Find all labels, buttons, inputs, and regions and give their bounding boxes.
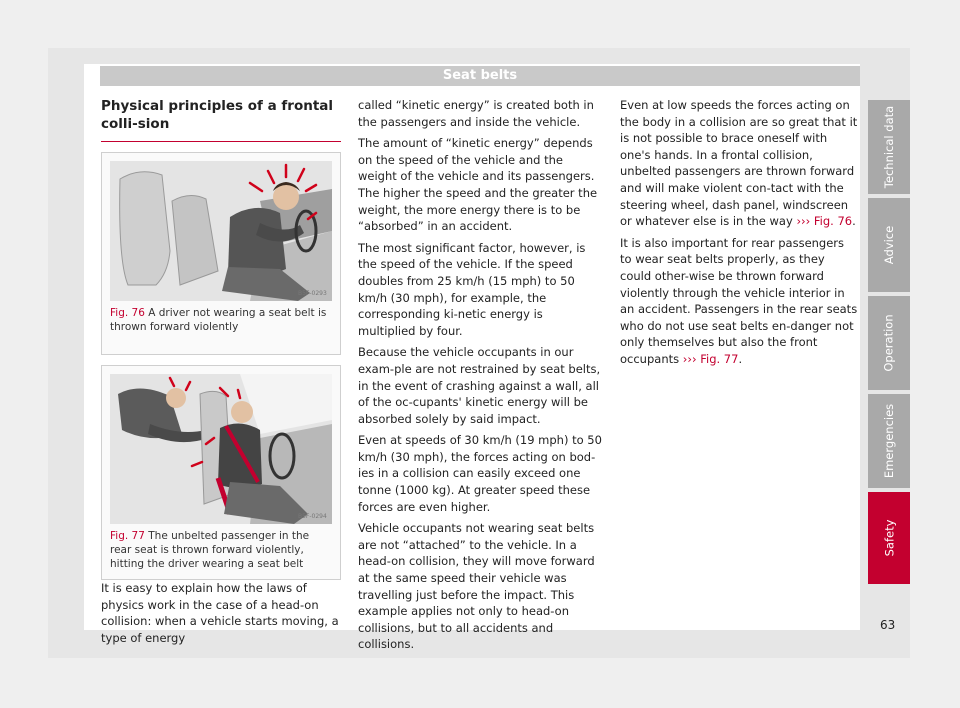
paragraph: called “kinetic energy” is created both in the passengers and inside the vehicle. — [358, 98, 594, 129]
paragraph: It is also important for rear passengers to wear seat belts properly, as they could other-wise be thrown forward violently through the vehicle interior in an accident. Passengers in the rear seats who do not use seat belts en-danger not only themselves but also the front occupants ››› Fig. 77. — [620, 235, 858, 366]
figure-77-illustration — [110, 374, 332, 524]
paragraph: Even at speeds of 30 km/h (19 mph) to 50 km/h (30 mph), the forces acting on bod-ies in a collision can easily exceed one tonne (1000 kg). At greater speed these forces are even higher. — [358, 433, 602, 514]
section-title: Physical principles of a frontal colli-sion — [101, 97, 341, 142]
figure-77-caption-text: The unbelted passenger in the rear seat is thrown forward violently, hitting the driver wearing a seat belt — [110, 530, 310, 570]
figure-76-code: B5F-0293 — [298, 290, 327, 297]
tab-emergencies[interactable]: Emergencies — [868, 394, 910, 488]
chapter-header: Seat belts — [100, 66, 860, 86]
figure-77 — [101, 365, 341, 580]
paragraph: The most significant factor, however, is the speed of the vehicle. If the speed doubles from 25 km/h (15 mph) to 50 km/h (30 mph), for example, the corresponding ki-netic energy is multiplied by four. — [358, 240, 586, 338]
intro-paragraph: It is easy to explain how the laws of physics work in the case of a head-on collision: when a vehicle starts moving, a type of energy — [101, 581, 339, 645]
tab-technical-data[interactable]: Technical data — [868, 100, 910, 194]
paragraph: Because the vehicle occupants in our exam-ple are not restrained by seat belts, in the event of crashing against a wall, all of the oc-cupants' kinetic energy will be absorbed solely by said impact. — [358, 345, 601, 426]
paragraph: The amount of “kinetic energy” depends on the speed of the vehicle and the weight of the vehicle and its passengers. The higher the speed and the greater the weight, the more energy there is to be “absorbed” in an accident. — [358, 136, 598, 234]
figure-77-caption — [110, 529, 332, 571]
figure-76-illustration — [110, 161, 332, 301]
figure-76-link[interactable]: ››› Fig. 76 — [796, 214, 853, 229]
page-number: 63 — [880, 618, 896, 632]
figure-76-caption-text: A driver not wearing a seat belt is thrown forward violently — [110, 307, 327, 333]
figure-77-code: B5F-0294 — [298, 513, 327, 520]
tab-operation[interactable]: Operation — [868, 296, 910, 390]
figure-77-label: Fig. 77 — [110, 530, 145, 542]
paragraph: Vehicle occupants not wearing seat belts are not “attached” to the vehicle. In a head-on collision, they will move forward at the same speed their vehicle was travelling just before the impact. This example applies not only to head-on collisions, but to all accidents and collisions. — [358, 521, 595, 652]
figure-76 — [101, 152, 341, 355]
figure-76-label: Fig. 76 — [110, 307, 145, 319]
paragraph: Even at low speeds the forces acting on the body in a collision are so great that it is not possible to brace oneself with one's hands. In a frontal collision, unbelted passengers are thrown forward and will make violent con-tact with the steering wheel, dash panel, windscreen or whatever else is in the way ››› Fig. 76. — [620, 98, 858, 229]
column-middle — [358, 97, 603, 658]
figure-76-caption — [110, 306, 332, 334]
figure-77-link[interactable]: ››› Fig. 77 — [682, 351, 739, 366]
column-left — [101, 97, 341, 651]
tab-safety[interactable]: Safety — [868, 492, 910, 584]
column-right — [620, 97, 858, 373]
tab-advice[interactable]: Advice — [868, 198, 910, 292]
